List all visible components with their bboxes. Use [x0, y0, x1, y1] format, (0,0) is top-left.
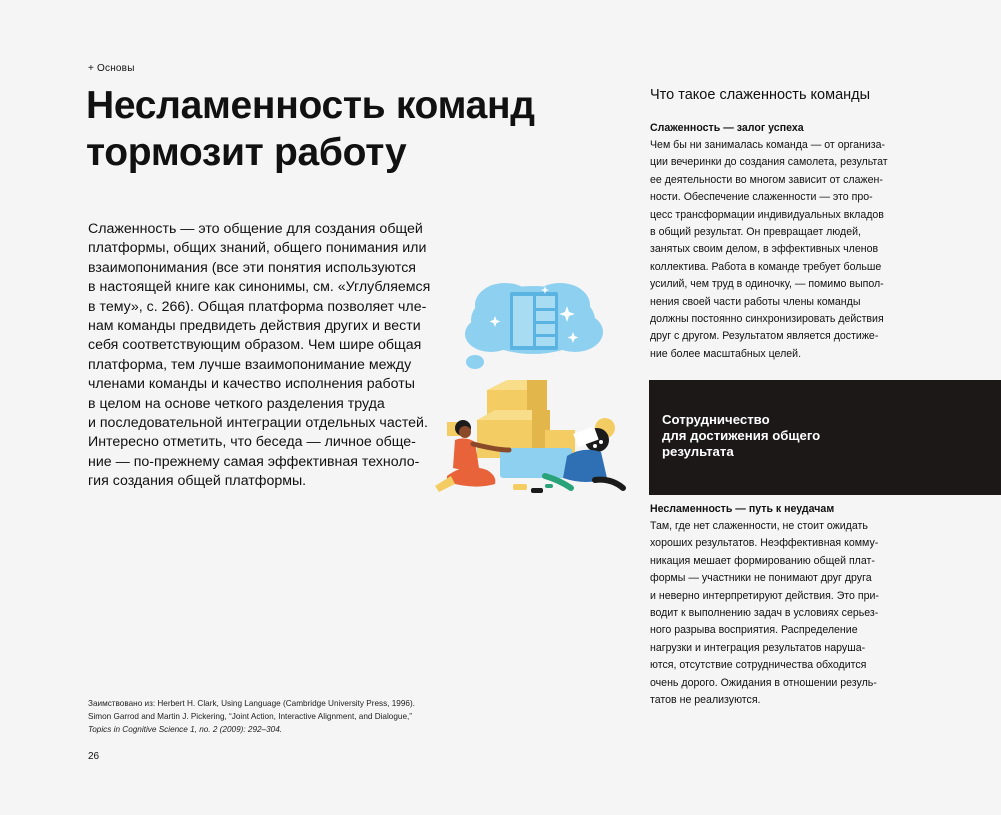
- title-line: Несламенность команд: [86, 84, 535, 127]
- body-line: платформа, тем лучше взаимопонимание между: [88, 356, 412, 373]
- wardrobe-icon: [510, 292, 558, 350]
- failure-block: [650, 501, 950, 709]
- block-line: коллектива. Работа в команде требует больше: [650, 260, 882, 273]
- floor-item: [545, 484, 553, 488]
- block-line: очень дорого. Ожидания в отношении резуль-: [650, 676, 877, 689]
- title-line: тормозит работу: [86, 131, 407, 174]
- body-line: ние — по-прежнему самая эффективная техноло-: [88, 453, 420, 470]
- block-line: никация мешает формированию общей плат-: [650, 554, 875, 567]
- banner-line: результата: [662, 444, 734, 459]
- block-line: Чем бы ни занималась команда — от организа-: [650, 139, 886, 151]
- block-line: ности. Обеспечение слаженности — это про-: [650, 191, 873, 204]
- block-line: усилий, чем труд в одиночку, — помимо выпол-: [650, 278, 884, 291]
- page-number: 26: [88, 751, 100, 762]
- block-line: татов не реализуются.: [650, 694, 761, 707]
- body-line: Слаженность — это общение для создания общей: [88, 221, 423, 237]
- block-line: должны постоянно синхронизировать действия: [650, 313, 884, 326]
- blue-board: [500, 448, 572, 478]
- block-line: нагрузки и интеграция результатов наруша-: [650, 641, 866, 654]
- body-line: членами команды и качество исполнения работы: [88, 376, 415, 393]
- body-line: и последовательной интеграции отдельных частей.: [88, 415, 428, 432]
- block-line: нения своей части работы члены команды: [650, 295, 861, 308]
- body-line: в настоящей книге как синонимы, см. «Углубляемся: [88, 279, 431, 296]
- floor-item: [513, 484, 527, 490]
- block-line: ного разрыва восприятия. Распределение: [650, 624, 858, 637]
- block-line: ние более масштабных целей.: [650, 347, 802, 360]
- cooperation-banner: [649, 380, 1001, 495]
- source-footnote: [88, 697, 468, 736]
- body-line: гия создания общей платформы.: [88, 473, 307, 490]
- section-label: + Основы: [88, 63, 135, 74]
- block-line: ются, отсутствие сотрудничества обходится: [650, 659, 867, 672]
- body-line: в целом на основе четкого разделения труда: [88, 395, 385, 412]
- body-line: взаимопонимания (все эти понятия используются: [88, 259, 416, 276]
- floor-item: [531, 488, 543, 493]
- block-line: водит к выполнению задач в условиях серьез-: [650, 607, 879, 620]
- block-line: формы — участники не понимают друг друга: [650, 572, 872, 585]
- body-line: Интересно отметить, что беседа — личное обще-: [88, 434, 416, 451]
- footnote-line: Simon Garrod and Martin J. Pickering, “Joint Action, Interactive Alignment, and Dialogue,”: [88, 712, 413, 721]
- banner-text: [662, 412, 820, 460]
- block-title: Слаженность — залог успеха: [650, 122, 804, 134]
- block-line: занятых своим делом, в эффективных членов: [650, 243, 879, 256]
- block-title: Несламенность — путь к неудачам: [650, 503, 835, 515]
- footnote-line: Заимствовано из: Herbert H. Clark, Using Language (Cambridge University Press, 1996).: [88, 699, 415, 708]
- banner-line: для достижения общего: [662, 428, 821, 443]
- body-line: нам команды предвидеть действия других и вести: [88, 318, 421, 335]
- block-line: цесс трансформации индивидуальных вкладов: [650, 208, 884, 221]
- block-line: друг с другом. Результатом является достиже-: [650, 330, 879, 343]
- success-block: [650, 120, 950, 363]
- body-line: платформы, общих знаний, общего понимания или: [88, 240, 427, 257]
- body-line: в тему», с. 266). Общая платформа позволяет чле-: [88, 298, 427, 315]
- banner-line: Сотрудничество: [662, 412, 770, 427]
- body-line: себя соответствующим образом. Чем шире общая: [88, 337, 422, 354]
- body-paragraph: [88, 220, 448, 492]
- block-line: хороших результатов. Неэффективная комму-: [650, 537, 879, 550]
- block-line: в общий результат. Он превращает людей,: [650, 226, 861, 239]
- footnote-line: Topics in Cognitive Science 1, no. 2 (2009): 292–304.: [88, 725, 283, 734]
- block-line: Там, где нет слаженности, не стоит ожидать: [650, 520, 868, 532]
- block-line: ции вечеринки до создания самолета, результат: [650, 156, 888, 169]
- right-column-heading: Что такое слаженность команды: [650, 87, 871, 103]
- block-line: и неверно интерпретируют действия. Это при-: [650, 589, 879, 602]
- block-line: ее деятельности во многом зависит от слажен-: [650, 173, 883, 186]
- page-title: [86, 82, 606, 176]
- teamwork-illustration: [425, 280, 640, 508]
